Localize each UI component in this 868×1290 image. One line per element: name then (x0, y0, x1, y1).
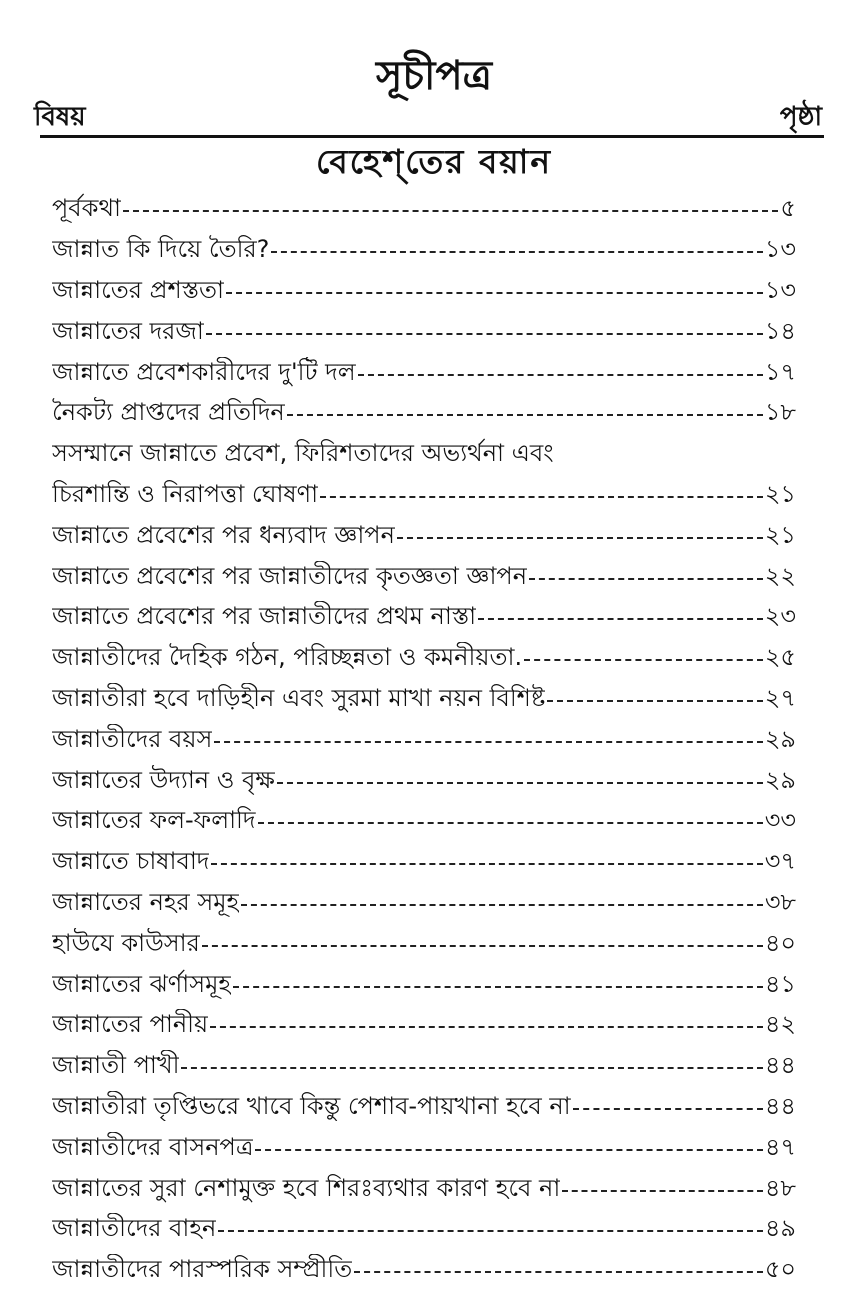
toc-entry (52, 351, 796, 392)
page-column-label: পৃষ্ঠা (779, 102, 822, 132)
entry-page: ২১ (764, 520, 796, 549)
entry-title: চিরশান্তি ও নিরাপত্তা ঘোষণা (52, 479, 319, 508)
dot-leader (123, 210, 778, 212)
dot-leader (218, 1230, 763, 1232)
dot-leader (255, 1149, 762, 1151)
toc-entry (52, 392, 796, 433)
entry-page: ১৩ (764, 275, 796, 304)
dot-leader (226, 292, 763, 294)
toc-entry (52, 310, 796, 351)
entry-page: ১৪ (764, 316, 796, 345)
entry-page: ৩৩ (764, 806, 796, 835)
dot-leader (547, 700, 763, 702)
toc-entry (52, 1249, 796, 1290)
dot-leader (358, 374, 763, 376)
entry-title: জান্নাতের ঝর্ণাসমূহ (52, 969, 232, 998)
page-title: সূচীপত্র (376, 53, 492, 99)
toc-entry (52, 882, 796, 923)
entry-page: ৪২ (764, 1010, 796, 1039)
dot-leader (287, 414, 763, 416)
section-title: বেহেশ্‌তের বয়ান (315, 142, 553, 181)
entry-title: জান্নাতের পানীয় (52, 1010, 209, 1039)
toc-entry (52, 800, 796, 841)
dot-leader (214, 741, 762, 743)
dot-leader (211, 863, 762, 865)
dot-leader (202, 945, 763, 947)
entry-page: ১৭ (764, 357, 796, 386)
entry-page: ২৩ (764, 602, 796, 631)
toc-entry (52, 474, 796, 515)
toc-entry (52, 841, 796, 882)
entry-title: জান্নাতীরা হবে দাড়িহীন এবং সুরমা মাখা নয়ন বিশিষ্ট (52, 683, 546, 712)
toc-entry (52, 922, 796, 963)
entry-page: ২৯ (764, 765, 796, 794)
entry-page: ২২ (764, 561, 796, 590)
entry-page: ৪০ (764, 928, 796, 957)
entry-page: ২৯ (764, 724, 796, 753)
dot-leader (271, 251, 762, 253)
toc-entry-continued (52, 433, 796, 474)
dot-leader (354, 1271, 763, 1273)
entry-page: ৩৭ (764, 847, 796, 876)
entry-title: জান্নাতের উদ্যান ও বৃক্ষ (52, 765, 275, 794)
dot-leader (258, 822, 763, 824)
entry-title: জান্নাতে প্রবেশের পর জান্নাতীদের কৃতজ্ঞতা জ্ঞাপন (52, 561, 528, 590)
entry-page: ৪৯ (764, 1214, 796, 1243)
entry-title: জান্নাতে প্রবেশের পর ধন্যবাদ জ্ঞাপন (52, 520, 395, 549)
entry-page: ৪৮ (764, 1173, 796, 1202)
toc-entry (52, 718, 796, 759)
entry-title: জান্নাতে প্রবেশকারীদের দু'টি দল (52, 357, 356, 386)
toc-entry (52, 1126, 796, 1167)
entry-title: জান্নাত কি দিয়ে তৈরি? (52, 235, 270, 264)
toc-entry (52, 229, 796, 270)
dot-leader (397, 537, 763, 539)
entry-title: সসম্মানে জান্নাতে প্রবেশ, ফিরিশতাদের অভ্যর্থনা এবং (52, 439, 554, 468)
entry-title: পূর্বকথা (52, 194, 121, 223)
dot-leader (573, 1108, 763, 1110)
entry-title: হাউযে কাউসার (52, 928, 200, 957)
dot-leader (181, 1067, 762, 1069)
entry-title: জান্নাতীদের বয়স (52, 724, 213, 753)
toc-entry (52, 963, 796, 1004)
entry-page: ৪৭ (764, 1132, 796, 1161)
entry-title: জান্নাতের সুরা নেশামুক্ত হবে শিরঃব্যথার কারণ হবে না (52, 1173, 561, 1202)
dot-leader (206, 333, 763, 335)
entry-page: ১৩ (764, 235, 796, 264)
entry-title: জান্নাতীরা তৃপ্তিভরে খাবে কিন্তু পেশাব-পায়খানা হবে না (52, 1091, 571, 1120)
entry-title: জান্নাতের প্রশস্ততা (52, 275, 224, 304)
toc-entry (52, 514, 796, 555)
dot-leader (241, 904, 763, 906)
toc-list (52, 188, 796, 1290)
entry-page: ২৫ (764, 643, 796, 672)
entry-title: জান্নাতীদের বাসনপত্র (52, 1132, 254, 1161)
toc-entry (52, 1167, 796, 1208)
toc-entry (52, 1045, 796, 1086)
entry-page: ৪১ (764, 969, 796, 998)
toc-entry (52, 759, 796, 800)
toc-entry (52, 1004, 796, 1045)
entry-title: জান্নাতে চাষাবাদ (52, 847, 210, 876)
entry-page: ৩৮ (764, 887, 796, 916)
dot-leader (277, 782, 763, 784)
subject-column-label: বিষয় (34, 102, 86, 132)
entry-title: জান্নাতীদের দৈহিক গঠন, পরিচ্ছন্নতা ও কমনীয়তা. (52, 643, 523, 672)
dot-leader (210, 1026, 763, 1028)
entry-title: জান্নাতীদের পারস্পরিক সম্প্রীতি (52, 1255, 353, 1284)
entry-page: ৪৪ (764, 1051, 796, 1080)
toc-entry (52, 596, 796, 637)
entry-title: জান্নাতের ফল-ফলাদি (52, 806, 256, 835)
toc-entry (52, 270, 796, 311)
toc-entry (52, 678, 796, 719)
entry-title: জান্নাতে প্রবেশের পর জান্নাতীদের প্রথম নাস্তা (52, 602, 477, 631)
entry-title: জান্নাতের দরজা (52, 316, 204, 345)
entry-page: ২১ (764, 479, 796, 508)
header-divider (40, 135, 824, 138)
entry-title: জান্নাতের নহর সমূহ (52, 887, 240, 916)
dot-leader (529, 578, 763, 580)
dot-leader (233, 986, 763, 988)
entry-title: জান্নাতী পাখী (52, 1051, 180, 1080)
toc-entry (52, 555, 796, 596)
entry-page: ৫ (780, 194, 796, 223)
toc-entry (52, 1086, 796, 1127)
entry-page: ২৭ (764, 683, 796, 712)
toc-entry (52, 188, 796, 229)
entry-title: জান্নাতীদের বাহন (52, 1214, 217, 1243)
entry-page: ৫০ (764, 1255, 796, 1284)
entry-page: ১৮ (764, 398, 796, 427)
dot-leader (478, 618, 763, 620)
dot-leader (320, 496, 763, 498)
dot-leader (562, 1190, 763, 1192)
entry-page: ৪৪ (764, 1091, 796, 1120)
toc-entry (52, 637, 796, 678)
entry-title: নৈকট্য প্রাপ্তদের প্রতিদিন (52, 398, 285, 427)
dot-leader (524, 659, 763, 661)
toc-entry (52, 1208, 796, 1249)
